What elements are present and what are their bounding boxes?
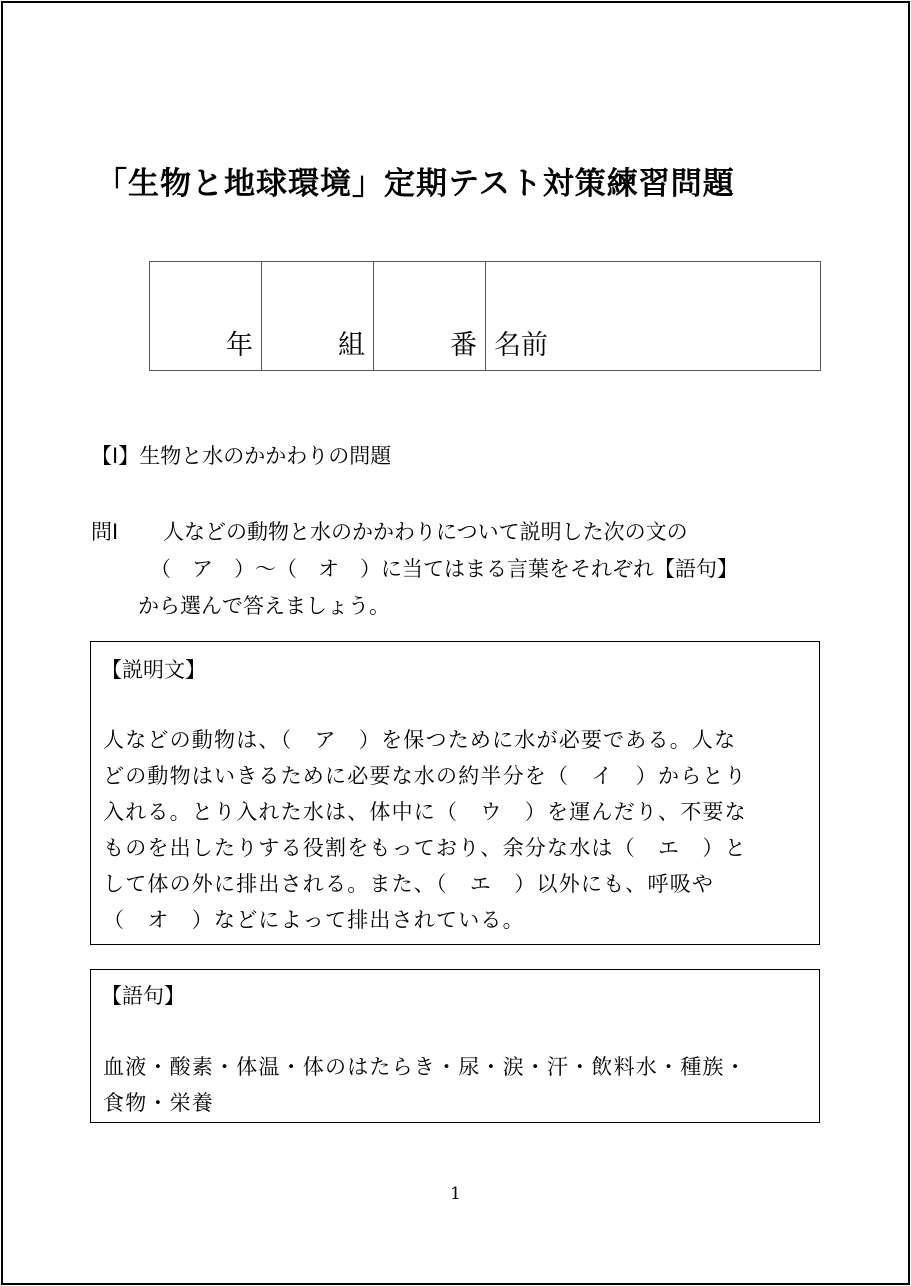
question-line-1 [91,514,831,551]
explanation-line: どの動物はいきるために必要な水の約半分を（ イ ）からとり [103,764,747,788]
page-title: 「生物と地球環境」定期テスト対策練習問題 [96,166,735,202]
explanation-line: （ オ ）などによって排出されている。 [103,908,525,932]
explanation-line: ものを出したりする役割をもっており、余分な水は（ エ ）と [103,836,747,860]
explanation-box [90,641,820,945]
terms-text [103,1049,811,1121]
name-label: 名前 [494,330,548,361]
page-number: 1 [450,1184,461,1204]
number-label: 番 [450,330,477,361]
question-number: 問Ⅰ [91,520,119,544]
explanation-line: 人などの動物は、（ ア ）を保つために水が必要である。人な [103,728,737,752]
explanation-text [103,722,811,938]
terms-box-label: 【語句】 [101,984,185,1008]
question-text-line: 人などの動物と水のかかわりについて説明した次の文の [163,520,688,544]
explanation-line: 入れる。とり入れた水は、体中に（ ウ ）を運んだり、不要な [103,800,747,824]
class-field[interactable] [262,262,374,371]
student-info-table [149,261,821,371]
question-text-line: から選んで答えましょう。 [138,594,390,618]
question-block [91,514,831,625]
number-field[interactable] [374,262,486,371]
terms-line: 食物・栄養 [103,1091,214,1115]
name-field[interactable] [486,262,821,371]
explanation-line: して体の外に排出される。また、（ エ ）以外にも、呼吸や [103,872,715,896]
year-label: 年 [226,330,253,361]
question-text-line: （ ア ）～（ オ ）に当てはまる言葉をそれぞれ【語句】 [150,557,738,581]
year-field[interactable] [150,262,262,371]
explanation-box-label: 【説明文】 [101,658,206,682]
class-label: 組 [338,330,365,361]
section-heading: 【Ⅰ】生物と水のかかわりの問題 [91,444,392,468]
terms-box [90,969,820,1123]
terms-line: 血液・酸素・体温・体のはたらき・尿・涙・汗・飲料水・種族・ [103,1055,747,1079]
